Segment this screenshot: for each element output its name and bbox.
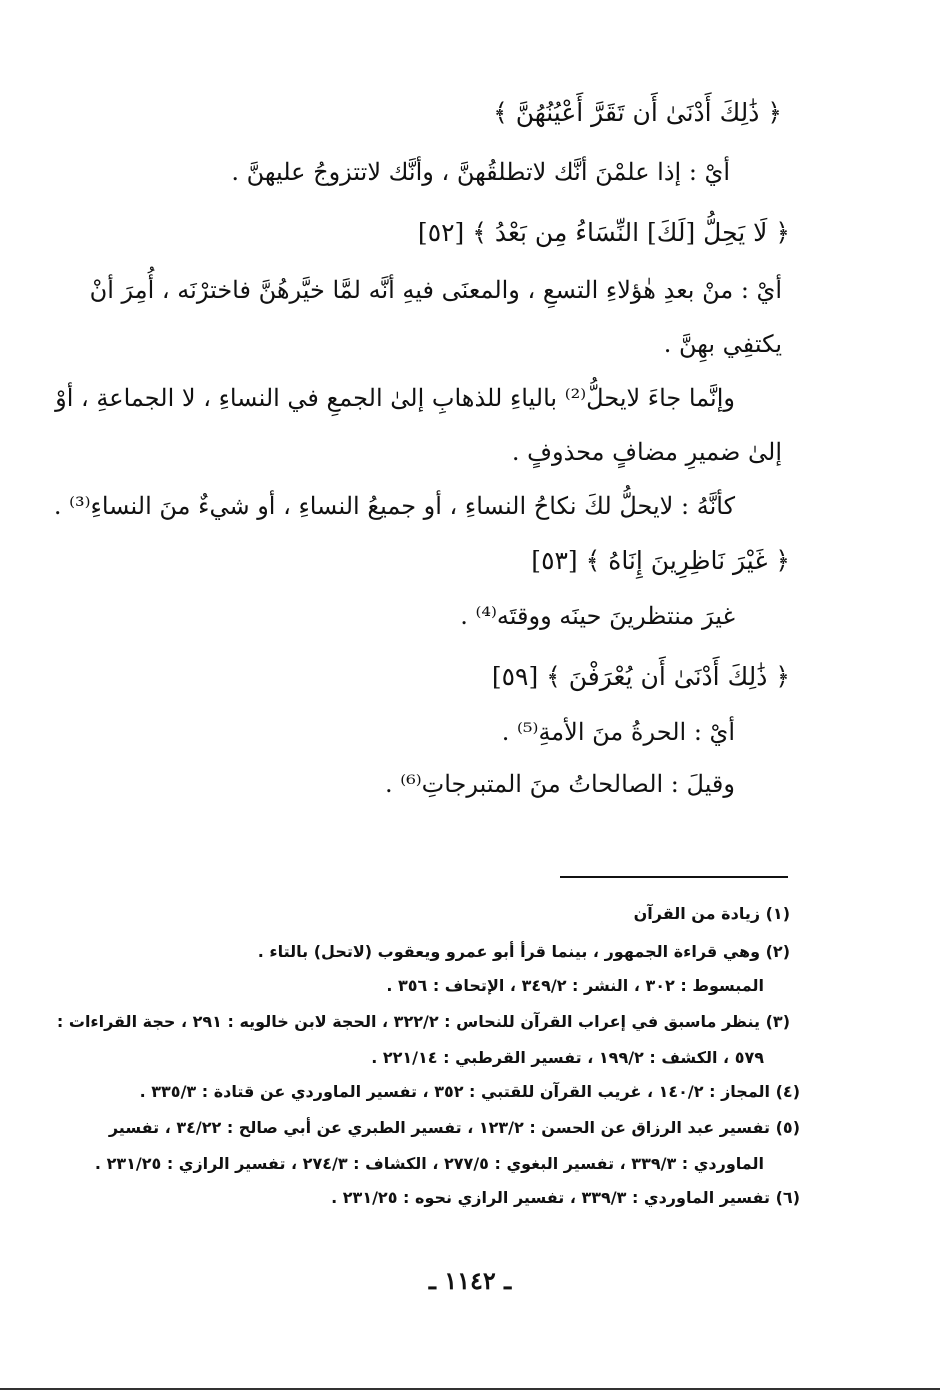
- footnote-3a: (٣) ينظر ماسبق في إعراب القرآن للنحاس : ٣٢٢/٢ ، الحجة لابن خالويه : ٢٩١ ، حجة القراءات :: [56, 1012, 790, 1031]
- page-number: ـ ١١٤٢ ـ: [428, 1266, 512, 1295]
- verse-2: ﴿ لَا يَحِلُّ [لَكَ] النِّسَاءُ مِن بَعْدُ ﴾ [٥٢]: [417, 218, 790, 247]
- body-line-1: أيْ : إذا علمْنَ أنَّك لاتطلقُهنَّ ، وأنَّك لاتتزوجُ عليهنَّ .: [231, 158, 730, 186]
- footnote-2b: المبسوط : ٣٠٢ ، النشر : ٣٤٩/٢ ، الإتحاف : ٣٥٦ .: [386, 976, 764, 995]
- verse-4: ﴿ ذَٰلِكَ أَدْنَىٰ أَن يُعْرَفْنَ ﴾ [٥٩]: [491, 662, 790, 691]
- footnote-5a: (٥) تفسير عبد الرزاق عن الحسن : ١٢٣/٢ ، تفسير الطبري عن أبي صالح : ٣٤/٢٢ ، تفسير: [108, 1118, 800, 1137]
- body-line-2b: يكتفِي بهِنَّ .: [663, 330, 782, 358]
- body-line-3a: وإنَّما جاءَ لايحلُّ⁽²⁾ بالياءِ للذهابِ إلىٰ الجمعِ في النساءِ ، لا الجماعةِ ، أوْ: [55, 384, 735, 412]
- body-line-7: وقيلَ : الصالحاتُ منَ المتبرجاتِ⁽⁶⁾ .: [384, 770, 735, 798]
- footnote-2a: (٢) وهي قراءة الجمهور ، بينما قرأ أبو عمرو ويعقوب (لاتحل) بالتاء .: [257, 942, 790, 961]
- footnote-separator: [560, 876, 788, 878]
- footnote-4: (٤) المجاز : ١٤٠/٢ ، غريب القرآن للقتبي : ٣٥٢ ، تفسير الماوردي عن قتادة : ٣٣٥/٣ .: [139, 1082, 800, 1101]
- footnote-6: (٦) تفسير الماوردي : ٣٣٩/٣ ، تفسير الرازي نحوه : ٢٣١/٢٥ .: [331, 1188, 800, 1207]
- footnote-5b: الماوردي : ٣٣٩/٣ ، تفسير البغوي : ٢٧٧/٥ ، الكشاف : ٢٧٤/٣ ، تفسير الرازي : ٢٣١/٢٥ .: [94, 1154, 764, 1173]
- body-line-3b: إلىٰ ضميرِ مضافٍ محذوفٍ .: [511, 438, 782, 466]
- footnote-3b: ٥٧٩ ، الكشف : ١٩٩/٢ ، تفسير القرطبي : ٢٢١/١٤ .: [371, 1048, 764, 1067]
- body-line-5: غيرَ منتظرينَ حينَه ووقتَه⁽⁴⁾ .: [460, 602, 735, 630]
- verse-3: ﴿ غَيْرَ نَاظِرِينَ إِنَاهُ ﴾ [٥٣]: [531, 546, 790, 575]
- body-line-2a: أيْ : منْ بعدِ هٰؤلاءِ التسعِ ، والمعنَى فيهِ أنَّه لمَّا خيَّرهُنَّ فاخترْنَه ، أُمِرَ أنْ: [89, 276, 782, 304]
- scan-edge-line: [0, 1388, 940, 1390]
- body-line-6: أيْ : الحرةُ منَ الأمةِ⁽⁵⁾ .: [501, 718, 735, 746]
- footnote-1: (١) زيادة من القرآن: [633, 904, 790, 923]
- verse-1: ﴿ ذَٰلِكَ أَدْنَىٰ أَن تَقَرَّ أَعْيُنُهُنَّ ﴾: [493, 98, 782, 127]
- body-line-4: كأنَّهُ : لايحلُّ لكَ نكاحُ النساءِ ، أو جميعُ النساءِ ، أو شيءٌ منَ النساءِ⁽³⁾ .: [53, 492, 735, 520]
